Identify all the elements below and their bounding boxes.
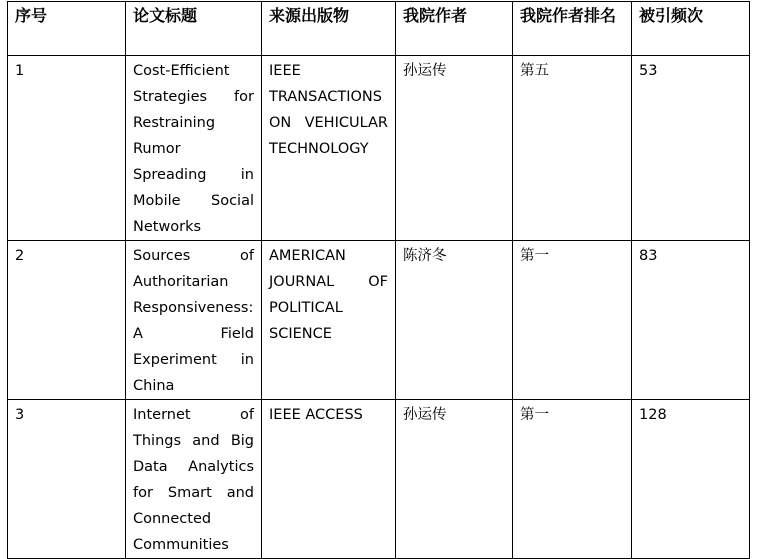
cell-index: 3 [8,400,126,559]
cell-source: IEEE TRANSACTIONS ON VEHICULAR TECHNOLOGY [262,56,396,241]
cell-index: 1 [8,56,126,241]
table-row [8,241,750,400]
cell-title: Cost-Efficient Strategies for Restraining Rumor Spreading in Mobile Social Networks [126,56,262,241]
header-source: 来源出版物 [262,2,396,56]
cell-citations: 53 [632,56,750,241]
cell-source: AMERICAN JOURNAL OF POLITICAL SCIENCE [262,241,396,400]
header-rank: 我院作者排名 [513,2,632,56]
header-citations: 被引频次 [632,2,750,56]
table-row [8,400,750,559]
table-header-row [8,2,750,56]
papers-table [7,1,750,559]
cell-author: 孙运传 [396,56,513,241]
header-author: 我院作者 [396,2,513,56]
cell-author: 陈济冬 [396,241,513,400]
cell-author: 孙运传 [396,400,513,559]
cell-title: Internet of Things and Big Data Analytics for Smart and Connected Communities [126,400,262,559]
cell-rank: 第五 [513,56,632,241]
cell-citations: 83 [632,241,750,400]
cell-rank: 第一 [513,241,632,400]
cell-index: 2 [8,241,126,400]
table-row [8,56,750,241]
cell-source: IEEE ACCESS [262,400,396,559]
cell-title: Sources of Authoritarian Responsiveness: A Field Experiment in China [126,241,262,400]
header-index: 序号 [8,2,126,56]
cell-citations: 128 [632,400,750,559]
cell-rank: 第一 [513,400,632,559]
header-title: 论文标题 [126,2,262,56]
